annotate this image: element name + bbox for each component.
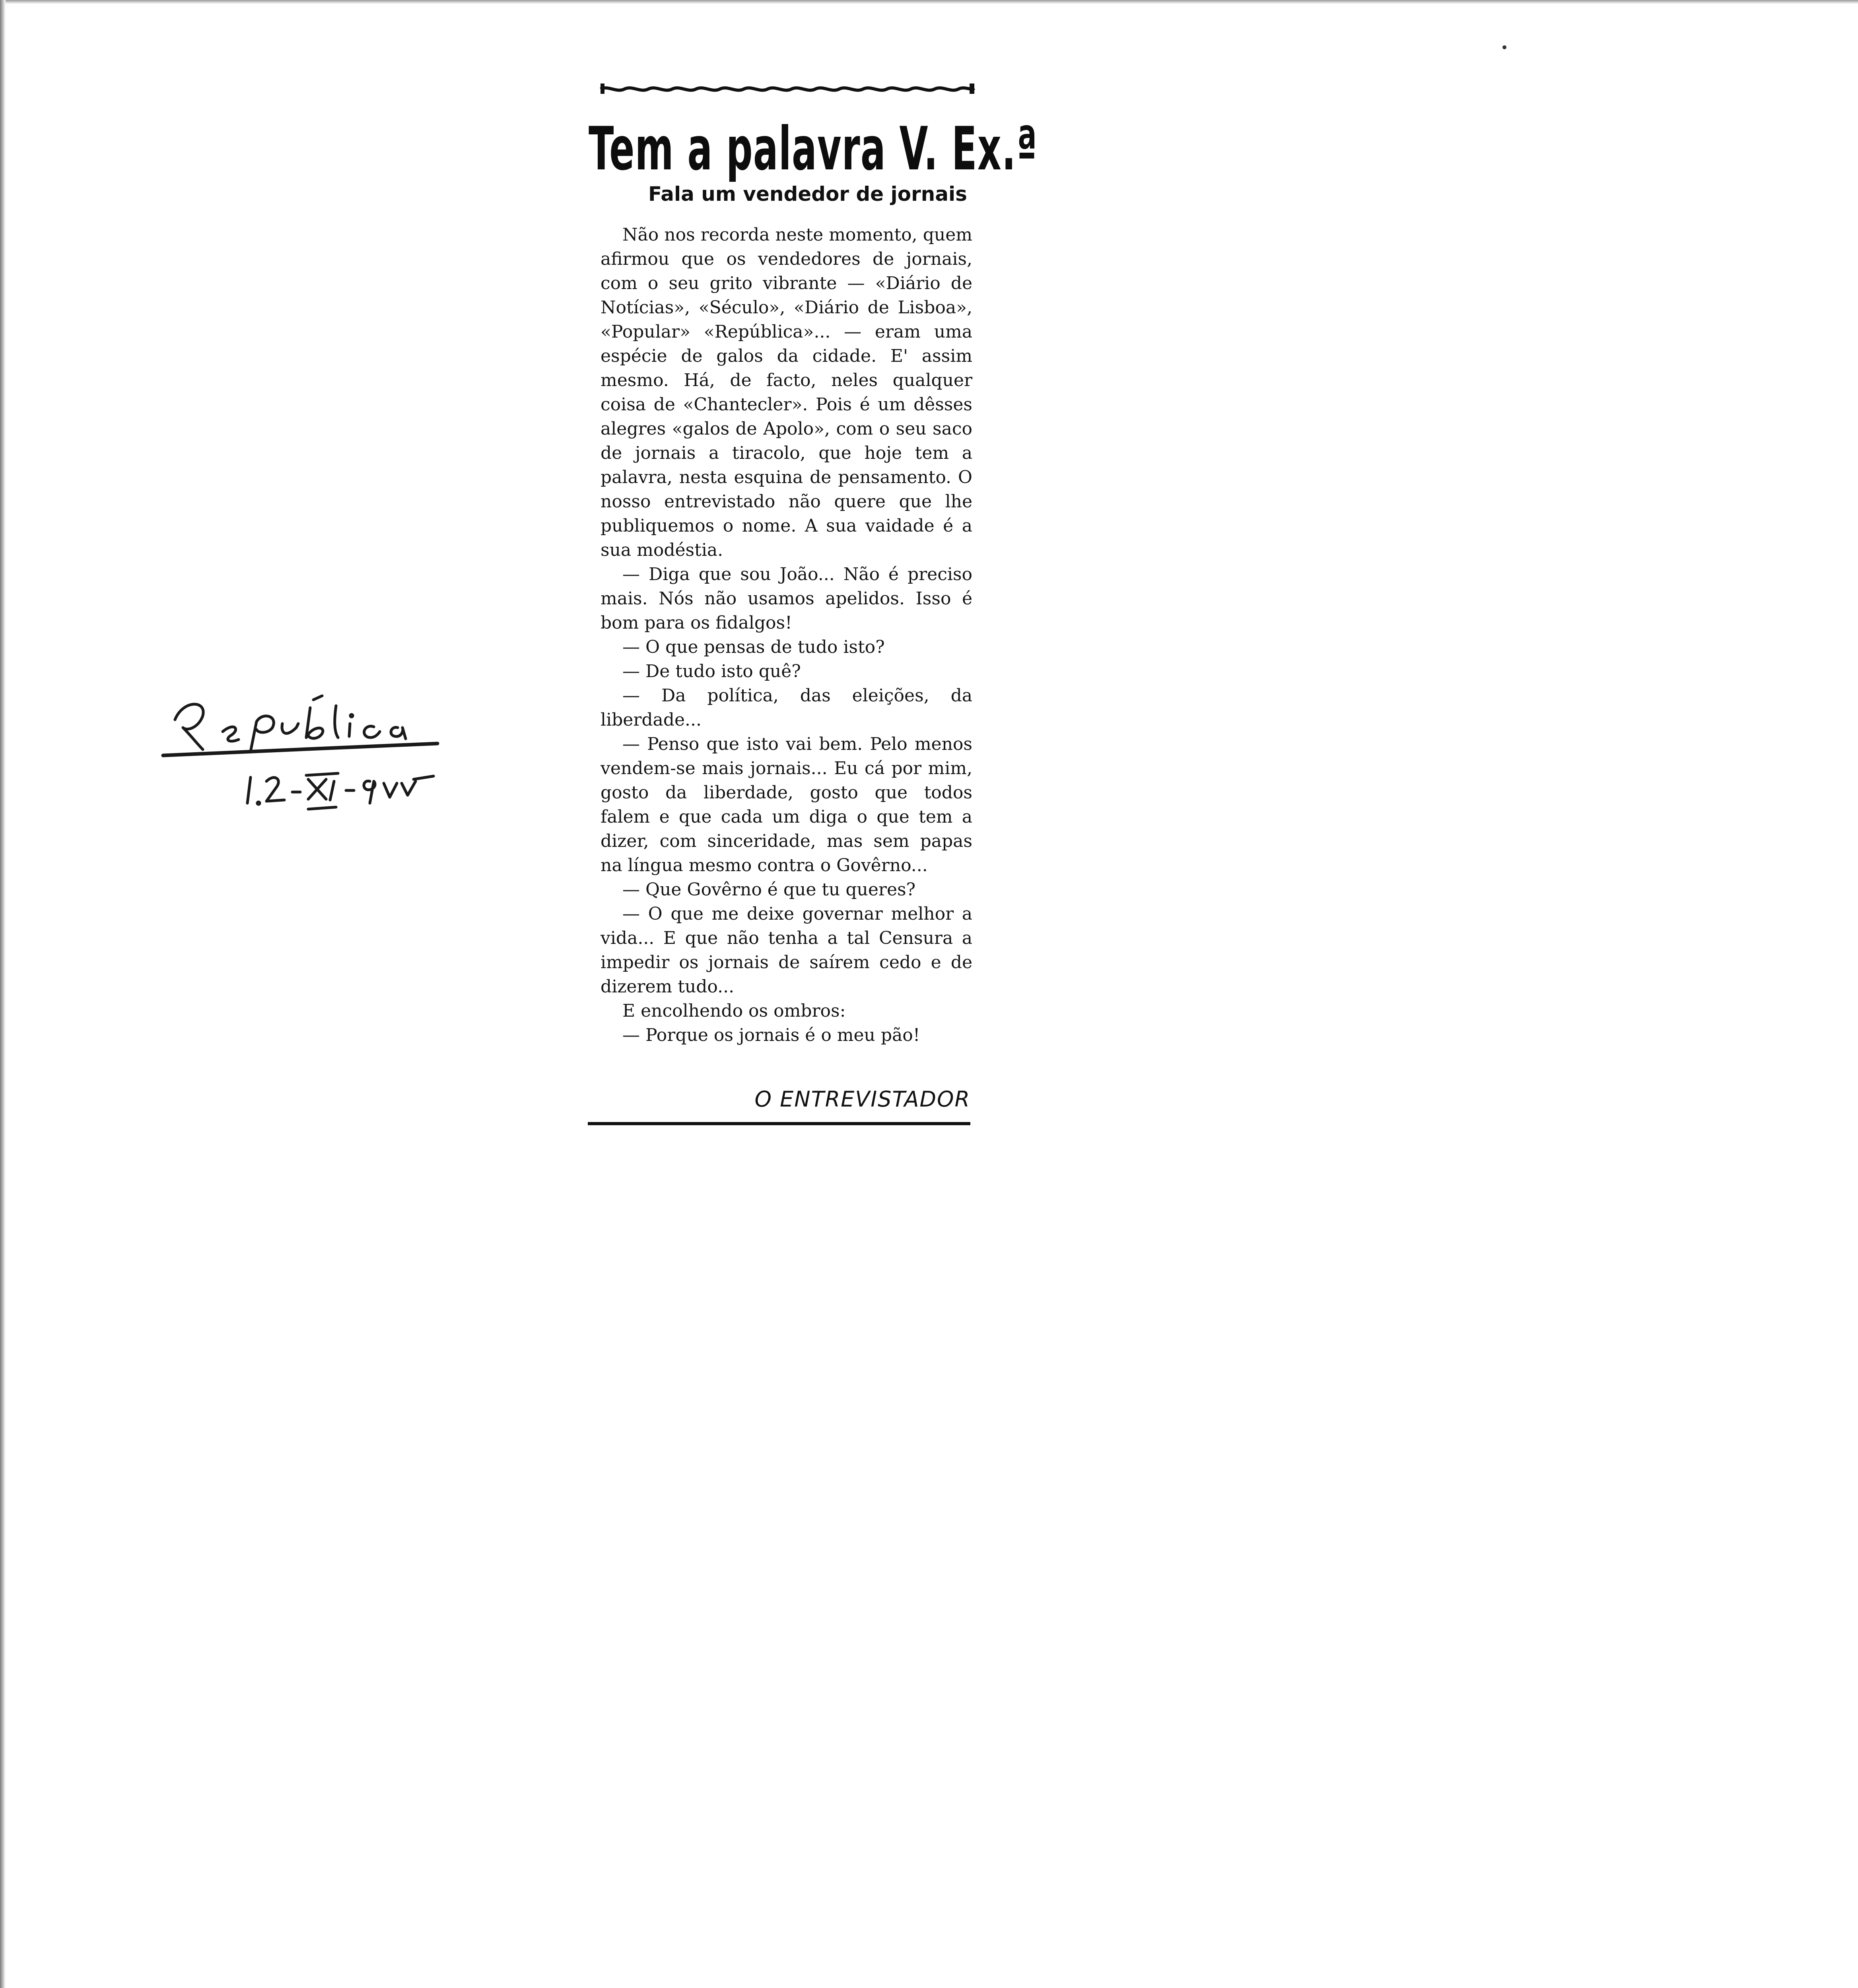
- article-paragraph: — Que Govêrno é que tu queres?: [622, 879, 916, 900]
- newspaper-clipping: [589, 76, 1038, 1141]
- bottom-rule: [588, 1122, 970, 1125]
- article-paragraph: — Penso que isto vai bem. Pelo menos vendem-se mais jornais... Eu cá por mim, gosto da liberdade, gosto que todos falem e que cada um diga o que tem a dizer, com sinceridade, mas sem papas na língua mesmo contra o Govêrno...: [601, 734, 972, 876]
- article-paragraph: — Diga que sou João... Não é preciso mais. Nós não usamos apelidos. Isso é bom para os fidalgos!: [601, 564, 972, 633]
- article-paragraph: — Da política, das eleições, da liberdade...: [601, 685, 972, 730]
- headline-text: Tem a palavra V. Ex.ª: [589, 115, 1038, 184]
- article-paragraph: Não nos recorda neste momento, quem afirmou que os vendedores de jornais, com o seu grito vibrante — «Diário de Notícias», «Século», «Diário de Lisboa», «Popular» «República»... — eram uma espécie de galos da cidade. E' assim mesmo. Há, de facto, neles qualquer coisa de «Chantecler». Pois é um dêsses alegres «galos de Apolo», com o seu saco de jornais a tiracolo, que hoje tem a palavra, nesta esquina de pensamento. O nosso entrevistado não quere que lhe publiquemos o nome. A sua vaidade é a sua modéstia.: [601, 225, 972, 560]
- article-paragraph: — De tudo isto quê?: [622, 661, 801, 681]
- scan-edge-top: [0, 0, 1858, 4]
- article-signature: O ENTREVISTADOR: [754, 1087, 970, 1112]
- decorative-rule: [601, 83, 974, 94]
- scan-edge-left: [0, 0, 6, 1988]
- article-paragraph: — Porque os jornais é o meu pão!: [622, 1025, 920, 1045]
- article-paragraph: — O que me deixe governar melhor a vida... E que não tenha a tal Censura a impedir os jornais de saírem cedo e de dizerem tudo...: [601, 904, 972, 997]
- scan-speck: [1502, 45, 1506, 49]
- article-body: [601, 223, 972, 1149]
- handwritten-annotation: [159, 684, 461, 843]
- article-paragraph: E encolhendo os ombros:: [622, 1001, 846, 1021]
- handwritten-annotation-drawing: [159, 684, 461, 843]
- article-paragraph: — O que pensas de tudo isto?: [622, 637, 885, 657]
- subheadline: Fala um vendedor de jornais: [648, 182, 967, 206]
